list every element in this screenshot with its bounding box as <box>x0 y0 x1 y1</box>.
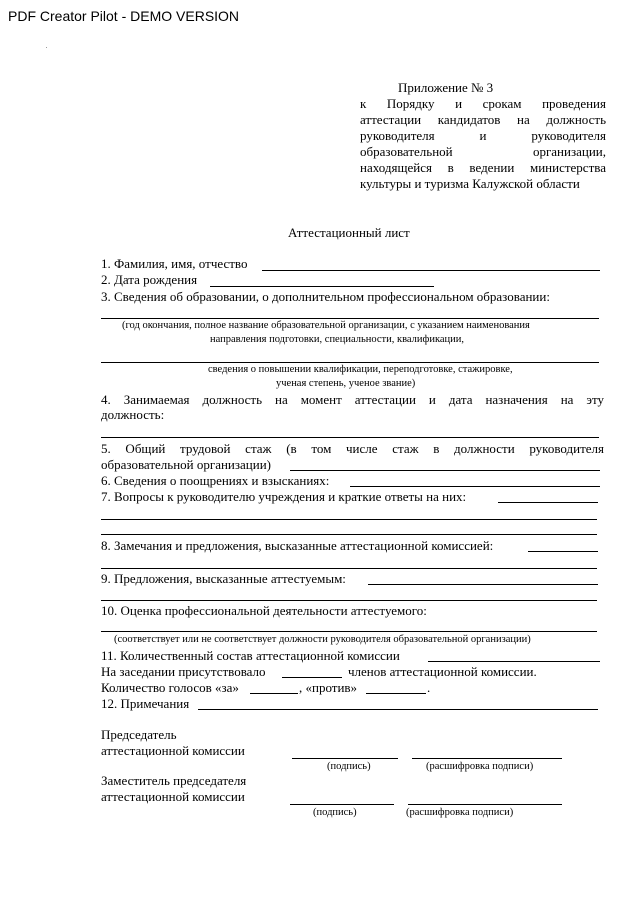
field-8-line-1[interactable] <box>528 551 598 552</box>
field-6-label: 6. Сведения о поощрениях и взысканиях: <box>101 473 330 488</box>
field-4-line[interactable] <box>101 437 599 438</box>
votes-for-label: Количество голосов «за» <box>101 680 239 695</box>
field-3-note: сведения о повышении квалификации, переподготовке, стажировке, <box>208 364 513 375</box>
field-11-label: 11. Количественный состав аттестационной комиссии <box>101 648 400 663</box>
present-label-suffix: членов аттестационной комиссии. <box>348 664 537 679</box>
field-3-note: (год окончания, полное название образовательной организации, с указанием наименования <box>122 320 530 331</box>
field-3-line-1[interactable] <box>101 318 599 319</box>
speck <box>46 47 47 48</box>
field-4-label: 4. Занимаемая должность на момент аттестации и дата назначения на эту <box>101 392 604 407</box>
deputy-decode-caption: (расшифровка подписи) <box>406 807 514 818</box>
field-11-line[interactable] <box>428 661 600 662</box>
field-7-line-1[interactable] <box>498 502 598 503</box>
field-5-label-cont: образовательной организации) <box>101 457 271 472</box>
chair-decode-line[interactable] <box>412 758 562 759</box>
deputy-decode-line[interactable] <box>408 804 562 805</box>
field-12-line[interactable] <box>198 709 598 710</box>
votes-for-line[interactable] <box>250 693 298 694</box>
votes-period: . <box>427 680 431 695</box>
chair-title-cont: аттестационной комиссии <box>101 743 245 758</box>
field-2-line[interactable] <box>210 286 434 287</box>
field-10-note: (соответствует или не соответствует должности руководителя образовательной организации) <box>114 634 531 645</box>
field-3-line-2[interactable] <box>101 362 599 363</box>
chair-signature-caption: (подпись) <box>327 761 371 772</box>
appendix-line: руководителя и руководителя <box>360 128 606 143</box>
field-9-line-2[interactable] <box>101 600 597 601</box>
field-8-line-2[interactable] <box>101 568 597 569</box>
field-7-label: 7. Вопросы к руководителю учреждения и краткие ответы на них: <box>101 489 467 504</box>
votes-against-label: , «против» <box>299 680 358 695</box>
present-label: На заседании присутствовало <box>101 664 266 679</box>
appendix-line: находящейся в ведении министерства <box>360 160 606 175</box>
appendix-line: образовательной организации, <box>360 144 606 159</box>
field-1-label: 1. Фамилия, имя, отчество <box>101 256 248 271</box>
field-5-label: 5. Общий трудовой стаж (в том числе стаж в должности руководителя <box>101 441 604 456</box>
field-4-label-cont: должность: <box>101 407 165 422</box>
field-9-label: 9. Предложения, высказанные аттестуемым: <box>101 571 346 586</box>
chair-title: Председатель <box>101 727 177 742</box>
field-8-label: 8. Замечания и предложения, высказанные аттестационной комиссией: <box>101 538 494 553</box>
deputy-title: Заместитель председателя <box>101 773 247 788</box>
field-12-label: 12. Примечания <box>101 696 190 711</box>
field-3-label: 3. Сведения об образовании, о дополнительном профессиональном образовании: <box>101 289 550 304</box>
field-6-line[interactable] <box>350 486 600 487</box>
demo-banner: PDF Creator Pilot - DEMO VERSION <box>8 8 240 24</box>
field-2-label: 2. Дата рождения <box>101 272 198 287</box>
deputy-signature-caption: (подпись) <box>313 807 357 818</box>
votes-against-line[interactable] <box>366 693 426 694</box>
field-5-line[interactable] <box>290 470 600 471</box>
field-10-line[interactable] <box>101 631 597 632</box>
chair-signature-line[interactable] <box>292 758 398 759</box>
field-10-label: 10. Оценка профессиональной деятельности аттестуемого: <box>101 603 427 618</box>
field-3-note: ученая степень, ученое звание) <box>276 378 416 389</box>
field-9-line-1[interactable] <box>368 584 598 585</box>
appendix-line: аттестации кандидатов на должность <box>360 112 606 127</box>
field-7-line-3[interactable] <box>101 534 597 535</box>
present-count-line[interactable] <box>282 677 342 678</box>
appendix-title: Приложение № 3 <box>398 80 494 95</box>
chair-decode-caption: (расшифровка подписи) <box>426 761 534 772</box>
deputy-signature-line[interactable] <box>290 804 394 805</box>
field-1-line[interactable] <box>262 270 600 271</box>
field-7-line-2[interactable] <box>101 519 597 520</box>
appendix-line: культуры и туризма Калужской области <box>360 176 580 191</box>
appendix-line: к Порядку и срокам проведения <box>360 96 606 111</box>
document-title: Аттестационный лист <box>288 225 410 240</box>
deputy-title-cont: аттестационной комиссии <box>101 789 245 804</box>
field-3-note: направления подготовки, специальности, квалификации, <box>210 334 465 345</box>
